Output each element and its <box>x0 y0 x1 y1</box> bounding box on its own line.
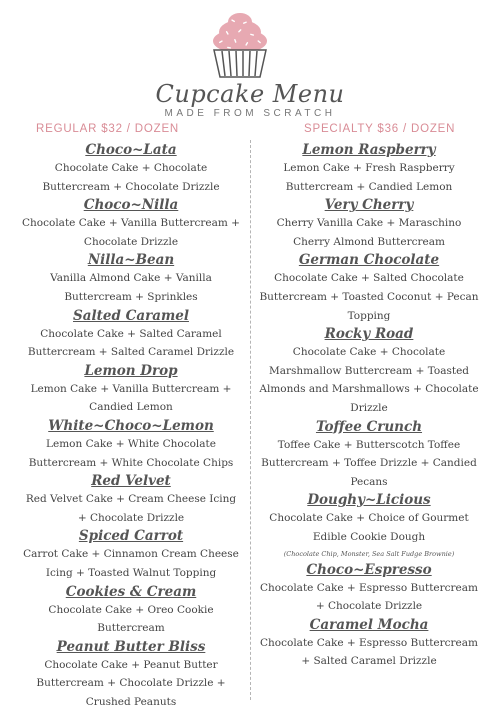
item-name: Cookies & Cream <box>65 583 197 600</box>
item-description: Chocolate Cake + Espresso Buttercream + Chocolate Drizzle <box>260 581 478 613</box>
item-description: Chocolate Cake + Oreo Cookie Buttercream <box>48 603 214 635</box>
item-description: Lemon Cake + Vanilla Buttercream + Candied Lemon <box>30 382 232 414</box>
menu-title: Cupcake Menu <box>155 80 345 108</box>
item-description: Chocolate Cake + Choice of Gourmet Edible Cookie Dough <box>269 512 469 543</box>
item-name: Rocky Road <box>324 326 414 343</box>
item-name: Toffee Crunch <box>315 418 423 435</box>
menu-item <box>20 638 242 711</box>
cupcake-icon <box>205 10 275 78</box>
regular-price-heading: REGULAR $32 / DOZEN <box>36 123 180 135</box>
item-description: Cherry Vanilla Cake + Maraschino Cherry Almond Buttercream <box>276 217 462 248</box>
item-name: German Chocolate <box>298 252 440 269</box>
item-name: Red Velvet <box>91 473 171 490</box>
item-name: Very Cherry <box>324 197 414 214</box>
menu-subtitle: MADE FROM SCRATCH <box>164 108 336 119</box>
item-description: Chocolate Cake + Espresso Buttercream + Salted Caramel Drizzle <box>260 636 478 668</box>
menu-item <box>20 362 242 417</box>
item-name: White~Choco~Lemon <box>48 417 214 434</box>
item-name: Caramel Mocha <box>309 616 429 633</box>
menu-item <box>258 561 480 616</box>
item-description: Toffee Cake + Butterscotch Toffee Buttercream + Toffee Drizzle + Candied Pecans <box>261 438 477 488</box>
item-name: Lemon Drop <box>84 362 178 379</box>
item-description: Chocolate Cake + Chocolate Buttercream + Chocolate Drizzle <box>42 162 220 193</box>
menu-item <box>20 527 242 582</box>
item-description: Chocolate Cake + Salted Chocolate Buttercream + Toasted Coconut + Pecan Topping <box>259 272 479 322</box>
regular-column <box>20 141 242 711</box>
column-divider <box>250 140 251 700</box>
item-description: Vanilla Almond Cake + Vanilla Buttercream + Sprinkles <box>50 272 212 303</box>
menu-item <box>20 251 242 306</box>
menu-item <box>258 251 480 325</box>
item-name: Peanut Butter Bliss <box>56 638 206 655</box>
menu-item <box>20 583 242 638</box>
item-description: Red Velvet Cake + Cream Cheese Icing + Chocolate Drizzle <box>25 493 237 524</box>
specialty-column <box>258 141 480 671</box>
menu-item <box>258 616 480 671</box>
item-description: Carrot Cake + Cinnamon Cream Cheese Icing + Toasted Walnut Topping <box>23 548 239 579</box>
menu-item <box>20 196 242 251</box>
item-description: Lemon Cake + White Chocolate Buttercream + White Chocolate Chips <box>28 437 234 469</box>
item-description: Lemon Cake + Fresh Raspberry Buttercream + Candied Lemon <box>283 162 455 193</box>
menu-item <box>258 196 480 251</box>
item-description: Chocolate Cake + Vanilla Buttercream + Chocolate Drizzle <box>22 217 240 248</box>
menu-item <box>258 418 480 492</box>
item-name: Nilla~Bean <box>87 252 175 269</box>
item-description: Chocolate Cake + Salted Caramel Buttercream + Salted Caramel Drizzle <box>27 327 235 359</box>
item-name: Spiced Carrot <box>78 528 184 545</box>
item-name: Salted Caramel <box>73 307 189 324</box>
item-description: Chocolate Cake + Chocolate Marshmallow Buttercream + Toasted Almonds and Marshmallows + Chocolate Drizzle <box>259 346 479 414</box>
menu-item <box>20 472 242 527</box>
item-name: Lemon Raspberry <box>302 142 436 158</box>
menu-item <box>258 491 480 560</box>
menu-item <box>20 307 242 362</box>
menu-item <box>258 325 480 417</box>
item-name: Choco~Espresso <box>306 561 432 578</box>
item-name: Doughy~Licious <box>307 492 431 509</box>
menu-item <box>258 141 480 196</box>
item-name: Choco~Nilla <box>83 197 179 214</box>
item-description: Chocolate Cake + Peanut Butter Buttercream + Chocolate Drizzle + Crushed Peanuts <box>36 658 226 708</box>
specialty-price-heading: SPECIALTY $36 / DOZEN <box>304 123 456 135</box>
menu-item <box>20 141 242 196</box>
item-name: Choco~Lata <box>85 142 177 158</box>
menu-item <box>20 417 242 472</box>
item-note: (Chocolate Chip, Monster, Sea Salt Fudge Brownie) <box>283 549 455 558</box>
